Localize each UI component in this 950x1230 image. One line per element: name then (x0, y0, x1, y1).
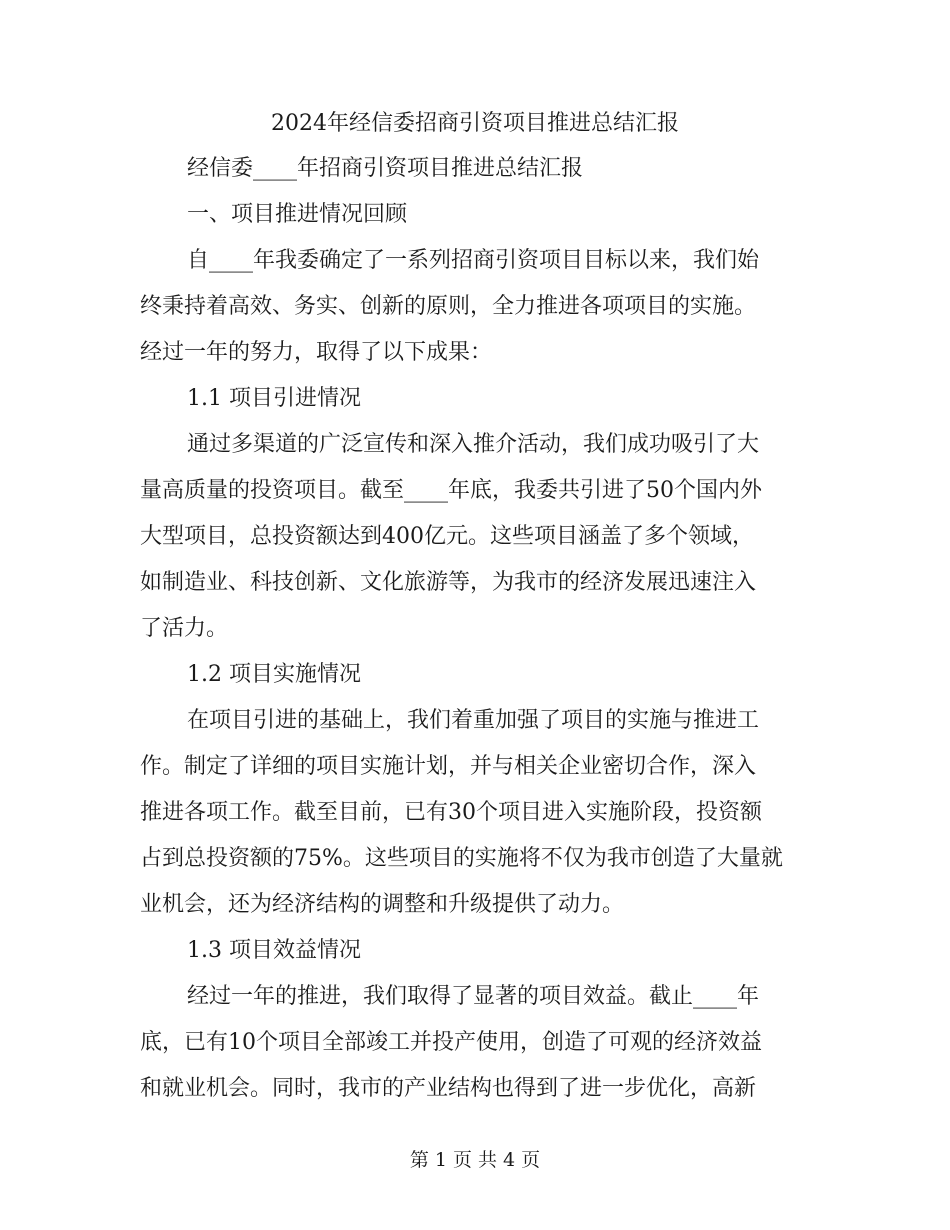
paragraph-line: 和就业机会。同时，我市的产业结构也得到了进一步优化，高新 (140, 1076, 757, 1101)
subtitle-line: 经信委____年招商引资项目推进总结汇报 (187, 156, 584, 181)
paragraph-line: 占到总投资额的75%。这些项目的实施将不仅为我市创造了大量就 (140, 846, 783, 871)
paragraph-line: 自____年我委确定了一系列招商引资项目目标以来，我们始 (187, 248, 760, 273)
paragraph-line: 了活力。 (140, 616, 229, 641)
paragraph-line: 如制造业、科技创新、文化旅游等，为我市的经济发展迅速注入 (140, 570, 757, 595)
document-body (140, 146, 810, 1112)
section-heading: 一、项目推进情况回顾 (187, 202, 408, 227)
subsection-heading: 1.2 项目实施情况 (187, 662, 361, 687)
page-number-footer: 第 1 页 共 4 页 (409, 1149, 541, 1171)
paragraph-line: 在项目引进的基础上，我们着重加强了项目的实施与推进工 (187, 708, 760, 733)
paragraph-line: 终秉持着高效、务实、创新的原则，全力推进各项项目的实施。 (140, 294, 757, 319)
paragraph-line: 业机会，还为经济结构的调整和升级提供了动力。 (140, 892, 625, 917)
subsection-heading: 1.1 项目引进情况 (187, 386, 361, 411)
paragraph-line: 推进各项工作。截至目前，已有30个项目进入实施阶段，投资额 (140, 800, 762, 825)
subsection-heading: 1.3 项目效益情况 (187, 938, 361, 963)
paragraph-line: 作。制定了详细的项目实施计划，并与相关企业密切合作，深入 (140, 754, 757, 779)
paragraph-line: 底，已有10个项目全部竣工并投产使用，创造了可观的经济效益 (140, 1030, 762, 1055)
paragraph-line: 经过一年的推进，我们取得了显著的项目效益。截止____年 (187, 984, 760, 1009)
paragraph-line: 通过多渠道的广泛宣传和深入推介活动，我们成功吸引了大 (187, 432, 760, 457)
paragraph-line: 量高质量的投资项目。截至____年底，我委共引进了50个国内外 (140, 478, 762, 503)
document-title: 2024年经信委招商引资项目推进总结汇报 (271, 111, 679, 136)
paragraph-line: 大型项目，总投资额达到400亿元。这些项目涵盖了多个领域， (140, 524, 754, 549)
paragraph-line: 经过一年的努力，取得了以下成果： (140, 340, 493, 365)
